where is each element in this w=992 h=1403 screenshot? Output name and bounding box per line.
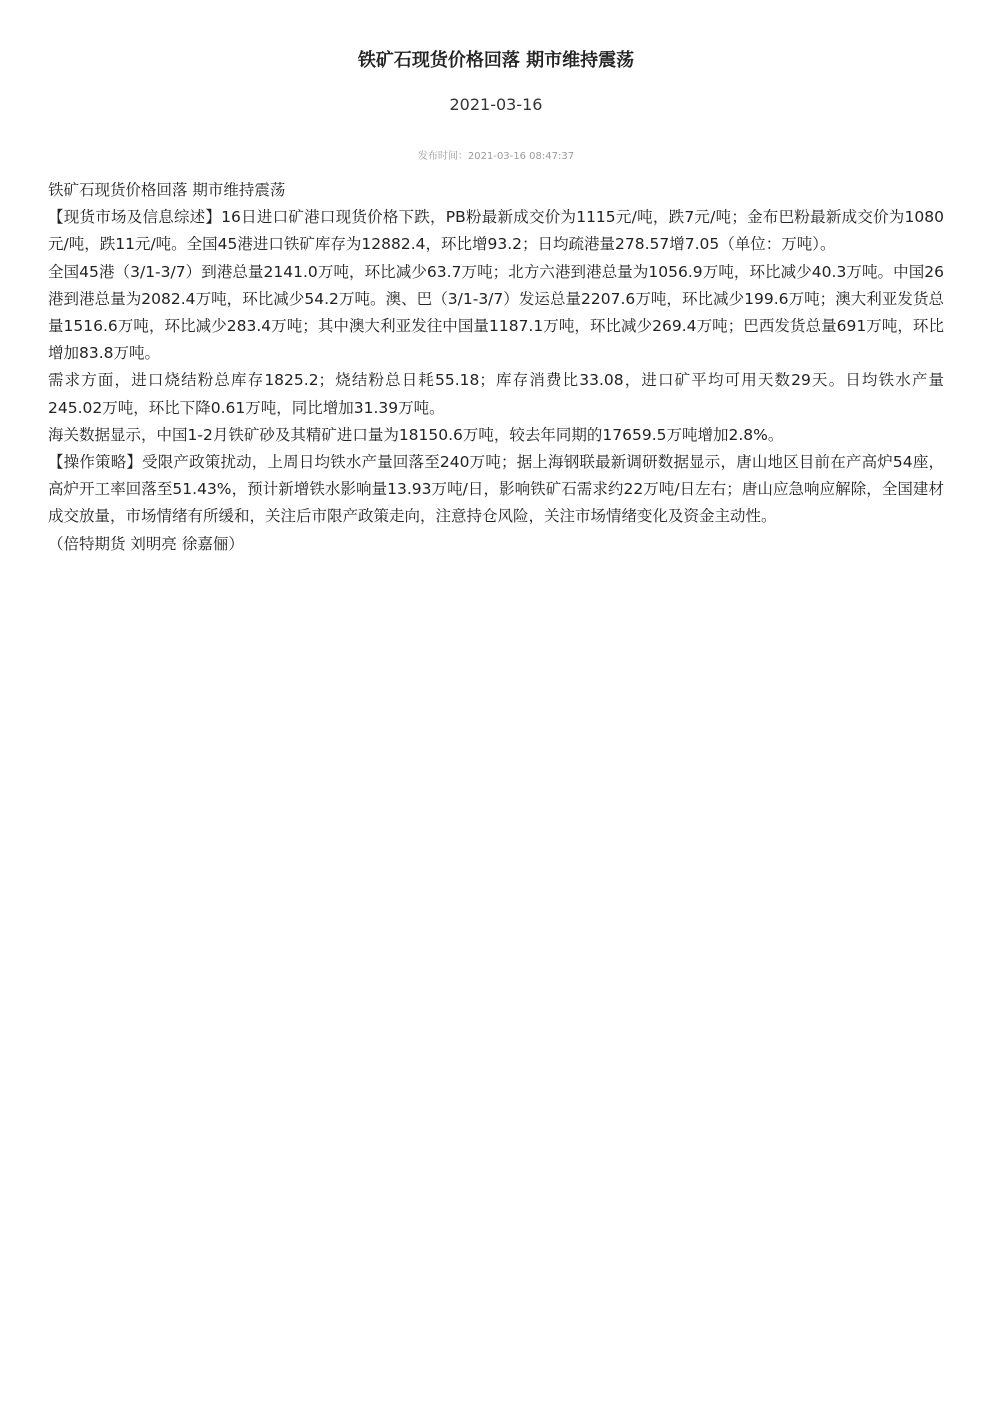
body-paragraph-market-summary: 【现货市场及信息综述】16日进口矿港口现货价格下跌，PB粉最新成交价为1115元/吨，跌7元/吨；金布巴粉最新成交价为1080元/吨，跌11元/吨。全国45港进口铁矿库存为12882.4，环比增93.2；日均疏港量278.57增7.05（单位：万吨）。 <box>48 208 944 254</box>
article-date: 2021-03-16 <box>449 95 543 114</box>
article-title: 铁矿石现货价格回落 期市维持震荡 <box>357 50 635 71</box>
article-body <box>48 177 944 558</box>
body-paragraph-customs: 海关数据显示，中国1-2月铁矿砂及其精矿进口量为18150.6万吨，较去年同期的17659.5万吨增加2.8%。 <box>48 425 784 444</box>
body-paragraph-port-arrivals: 全国45港（3/1-3/7）到港总量2141.0万吨，环比减少63.7万吨；北方六港到港总量为1056.9万吨，环比减少40.3万吨。中国26港到港总量为2082.4万吨，环比减少54.2万吨。澳、巴（3/1-3/7）发运总量2207.6万吨，环比减少199.6万吨；澳大利亚发货总量1516.6万吨，环比减少283.4万吨；其中澳大利亚发往中国量1187.1万吨，环比减少269.4万吨；巴西发货总量691万吨，环比增加83.8万吨。 <box>48 262 944 363</box>
publish-time-label: 发布时间： <box>417 151 468 162</box>
body-paragraph-authors: （倍特期货 刘明亮 徐嘉俪） <box>48 534 244 553</box>
body-paragraph-headline: 铁矿石现货价格回落 期市维持震荡 <box>48 181 286 199</box>
publish-time-line <box>0 150 992 164</box>
body-paragraph-strategy: 【操作策略】受限产政策扰动，上周日均铁水产量回落至240万吨；据上海钢联最新调研数据显示，唐山地区目前在产高炉54座，高炉开工率回落至51.43%，预计新增铁水影响量13.93万吨/日，影响铁矿石需求约22万吨/日左右；唐山应急响应解除，全国建材成交放量，市场情绪有所缓和，关注后市限产政策走向，注意持仓风险，关注市场情绪变化及资金主动性。 <box>48 453 944 526</box>
body-paragraph-demand: 需求方面，进口烧结粉总库存1825.2；烧结粉总日耗55.18；库存消费比33.08，进口矿平均可用天数29天。日均铁水产量245.02万吨，环比下降0.61万吨，同比增加31.39万吨。 <box>48 371 944 417</box>
publish-time-value: 2021-03-16 08:47:37 <box>467 151 575 162</box>
